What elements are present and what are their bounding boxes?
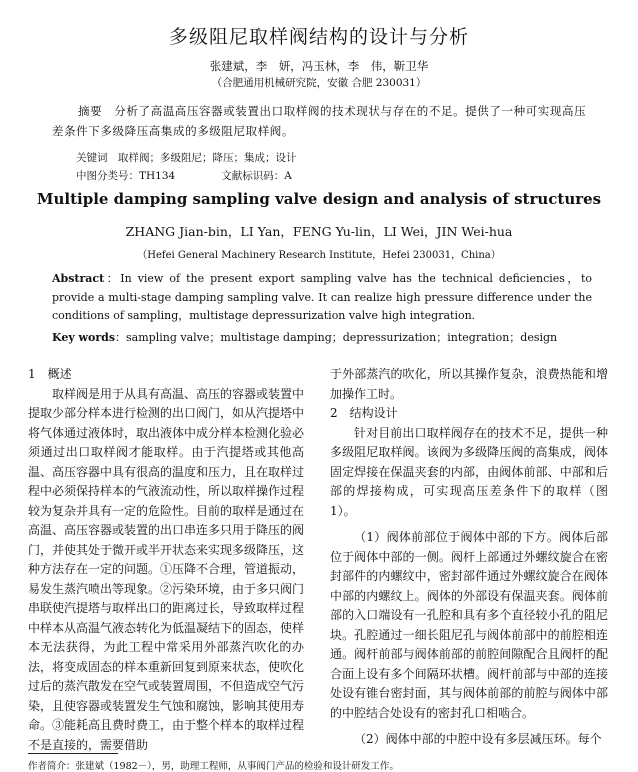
classification-line [76, 168, 292, 183]
affiliation: （合肥通用机械研究院，安徽 合肥 230031） [211, 77, 427, 89]
authors: 张建斌，李 妍，冯玉林，李 伟，靳卫华 [209, 59, 429, 73]
author-footnote: 作者简介：张建斌（1982－），男，助理工程师，从事阀门产品的检验和设计研发工作。 [28, 761, 399, 772]
keywords-label: Key words [52, 331, 116, 344]
abstract-label: Abstract [52, 272, 105, 285]
abstract-english-text: ：In view of the present export sampling valve has the technical deficiencies，to provide a multi-stage damping sampling valve. It can realize high pressure difference under the conditions of sampling，multistage depressurization valve high integration. [52, 272, 592, 322]
left-column [28, 365, 304, 755]
authors-english: ZHANG Jian-bin，LI Yan，FENG Yu-lin，LI Wei，JIN Wei-hua [125, 224, 513, 239]
section-1-heading: 1 概述 [28, 367, 72, 381]
keywords-english [52, 329, 592, 345]
affiliation-english: （Hefei General Machinery Research Institute，Hefei 230031，China） [137, 250, 501, 261]
item-1-paragraph: （1）阀体前部位于阀体中部的下方。阀体后部位于阀体中部的一侧。阀杆上部通过外螺纹旋合在密封部件的内螺纹中，密封部件通过外螺纹旋合在阀体中部的内螺纹上。阀体的外部设有保温夹套。阀体前部的入口端设有一孔腔和具有多个直径较小孔的阻尼块。孔腔通过一细长阻尼孔与阀体前部中的前腔相连通。阀杆前部与阀体前部的前腔间隙配合且阀杆的配合面上设有多个间隔环状槽。阀杆前部与中部的连接处设有锥台密封面，其与阀体前部的前腔与阀体中部的中腔结合处设有的密封孔口相啮合。 [330, 530, 608, 720]
section-1-paragraph: 取样阀是用于从具有高温、高压的容器或装置中提取少部分样本进行检测的出口阀门，如从汽提塔中将气体通过液体时，取出液体中成分样本检测化验必须通过出口取样阀才能取样。由于汽提塔或其他高温、高压容器中具有很高的温度和压力，且在取样过程中必须保持样本的气液流动性，所以取样操作过程较为复杂并具有一定的危险性。目前的取样是通过在高温、高压容器或装置的出口串连多只用于降压的阀门，并使其处于微开或半开状态来实现多级降压，这种方法存在一定的问题。①压降不合理，管道振动，易发生蒸汽喷出等现象。②污染环境，由于多只阀门串联使汽提塔与取样出口的距离过长，导致取样过程中样本从高温气液态转化为低温凝结下的固态，使样本无法获得，为此工程中常采用外部蒸汽吹化的办法，将变成固态的样本重新回复到原来状态，使吹化过后的蒸汽散发在空气或装置周围，不但造成空气污染，且使容器或装置发生气蚀和腐蚀，影响其使用寿命。③能耗高且费时费工，由于整个样本的取样过程不是直接的，需要借助 [28, 386, 305, 752]
document-code: 文献标识码：A [221, 170, 292, 182]
paper-title: 多级阻尼取样阀结构的设计与分析 [168, 26, 469, 48]
section-2-paragraph: 针对目前出口取样阀存在的技术不足，提供一种多级阻尼取样阀。该阀为多级降压阀的高集成，阀体固定焊接在保温夹套的内部，由阀体前部、中部和后部的焊接构成，可实现高压差条件下的取样（图 1）。 [330, 425, 608, 518]
footnote-divider [28, 753, 118, 754]
keywords-english-text: ：sampling valve；multistage damping；depressurization；integration；design [115, 331, 558, 344]
section-1-continuation: 于外部蒸汽的吹化，所以其操作复杂，浪费热能和增加操作工时。 [330, 367, 608, 401]
section-2-heading: 2 结构设计 [330, 406, 398, 420]
right-column [330, 365, 608, 750]
abstract-english [52, 270, 592, 326]
paper-title-english: Multiple damping sampling valve design and analysis of structures [36, 190, 602, 208]
item-2-paragraph: （2）阀体中部的中腔中设有多层减压环。每个 [354, 732, 602, 746]
abstract-chinese: 摘要 分析了高温高压容器或装置出口取样阀的技术现状与存在的不足。提供了一种可实现高压差条件下多级降压高集成的多级阻尼取样阀。 [52, 104, 587, 138]
class-number: 中图分类号：TH134 [76, 170, 176, 182]
keywords-chinese: 关键词 取样阀；多级阻尼；降压；集成；设计 [76, 152, 297, 164]
